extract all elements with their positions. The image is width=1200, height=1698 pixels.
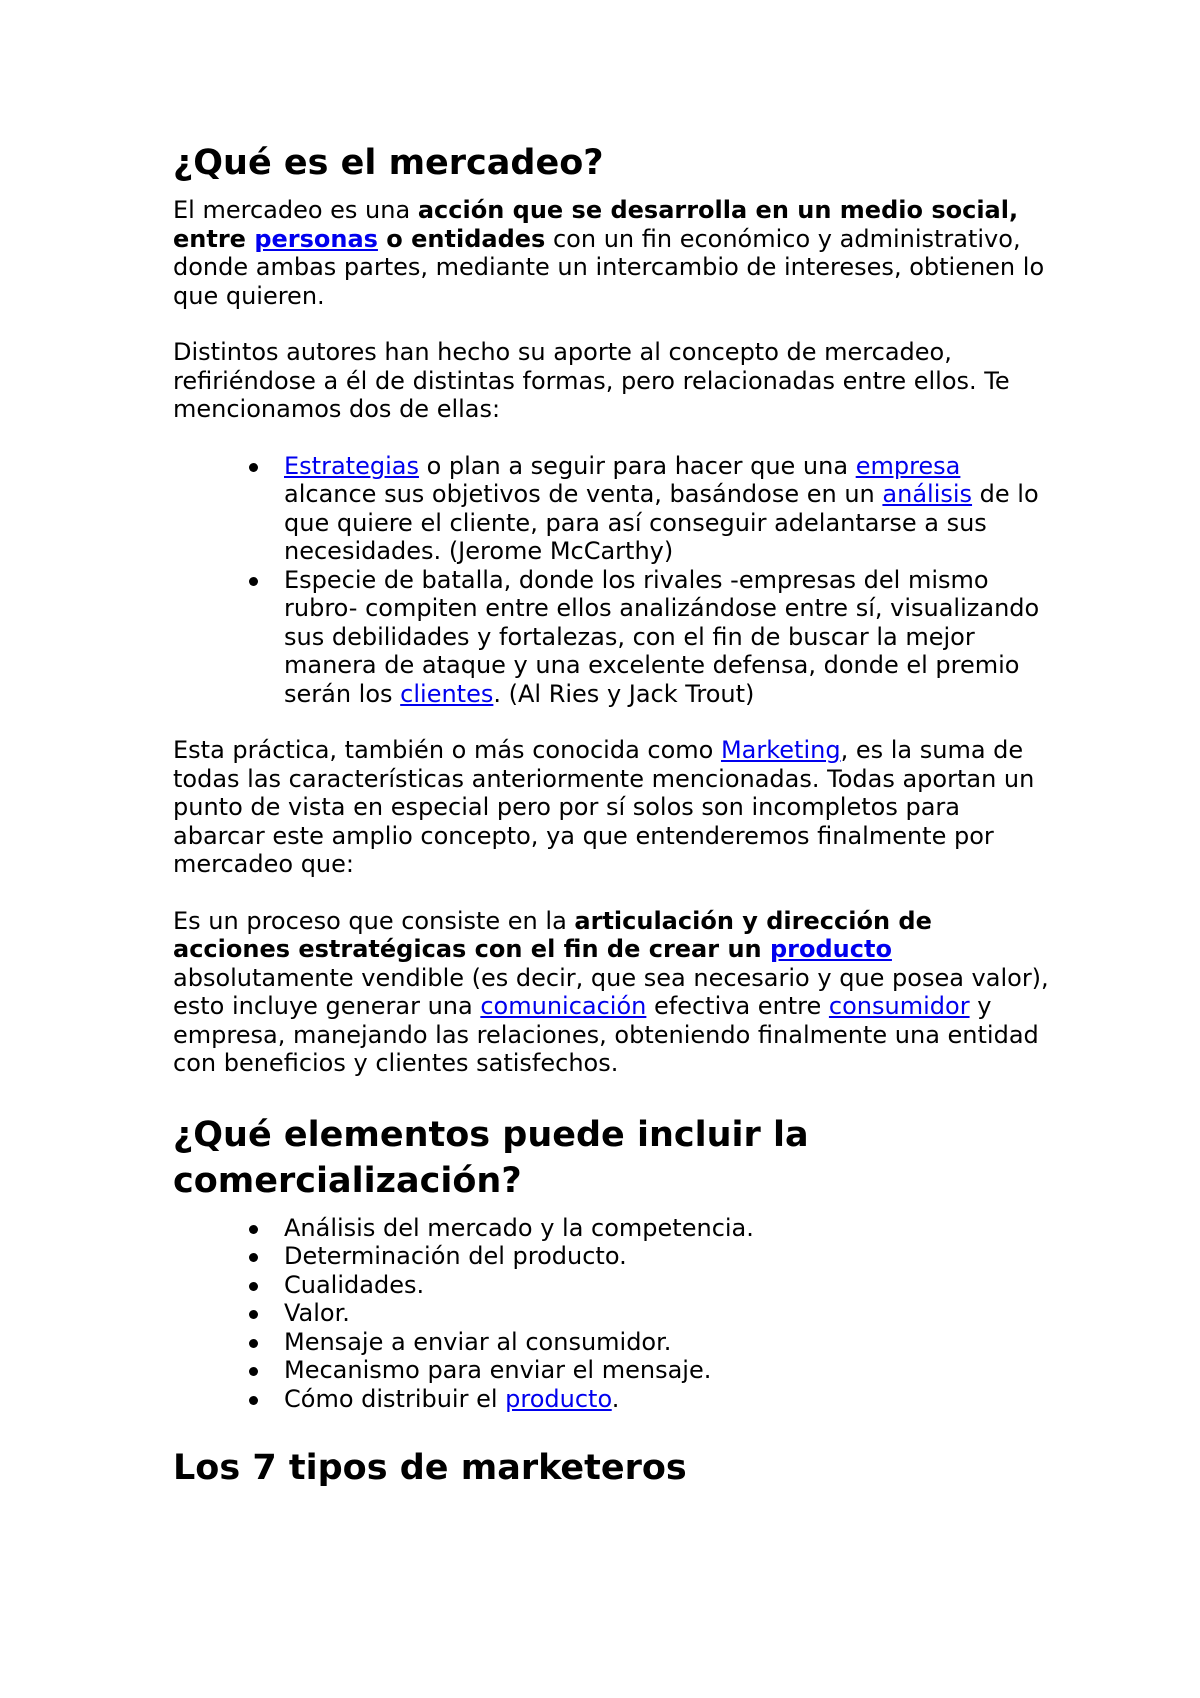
text: . bbox=[611, 1384, 620, 1413]
paragraph-authors: Distintos autores han hecho su aporte al concepto de mercadeo, refiriéndose a él de distintas formas, pero relacionadas entre ellos. Te mencionamos dos de ellas: bbox=[173, 338, 1010, 423]
link-empresa[interactable]: empresa bbox=[855, 451, 961, 480]
list-item bbox=[284, 566, 1053, 709]
bold-text-part: acción que se desarrolla en un medio social, entre bbox=[173, 196, 1019, 253]
text: . (Al Ries y Jack Trout) bbox=[493, 679, 755, 708]
list-item bbox=[284, 1385, 1053, 1414]
definitions-list bbox=[173, 452, 1053, 709]
link-analisis[interactable]: análisis bbox=[882, 480, 973, 508]
text: El mercadeo es una bbox=[173, 196, 418, 224]
bold-text-part: o entidades bbox=[377, 224, 546, 253]
paragraph-definition bbox=[173, 196, 1053, 310]
list-item: Análisis del mercado y la competencia. bbox=[284, 1214, 1053, 1243]
heading-que-es-mercadeo: ¿Qué es el mercadeo? bbox=[173, 143, 604, 183]
paragraph-marketing bbox=[173, 736, 1053, 879]
link-personas[interactable]: personas bbox=[254, 224, 378, 253]
list-item: Cualidades. bbox=[284, 1271, 1053, 1300]
link-estrategias[interactable]: Estrategias bbox=[284, 451, 419, 480]
paragraph-proceso bbox=[173, 907, 1053, 1078]
link-comunicacion[interactable]: comunicación bbox=[480, 992, 647, 1020]
text: efectiva entre bbox=[646, 992, 829, 1020]
list-item bbox=[284, 452, 1053, 566]
link-clientes[interactable]: clientes bbox=[400, 679, 494, 708]
document-page bbox=[173, 140, 1053, 1501]
list-item: Mecanismo para enviar el mensaje. bbox=[284, 1356, 1053, 1385]
text: con un fin económico y administrativo, donde ambas partes, mediante un intercambio de intereses, obtienen lo que quieren. bbox=[173, 224, 1045, 310]
link-producto[interactable]: producto bbox=[769, 935, 892, 963]
link-marketing[interactable]: Marketing bbox=[720, 736, 841, 764]
heading-elementos: ¿Qué elementos puede incluir la comercialización? bbox=[173, 1114, 809, 1201]
text: alcance sus objetivos de venta, basándose en un bbox=[284, 480, 883, 508]
link-producto-2[interactable]: producto bbox=[505, 1384, 612, 1413]
text: Es un proceso que consiste en la bbox=[173, 906, 575, 935]
bold-text-part: articulación y dirección de acciones estratégicas con el fin de crear un bbox=[173, 906, 932, 963]
text: , es la suma de todas las características anteriormente mencionadas. Todas aportan un punto de vista en especial pero por sí solos son incompletos para abarcar este amplio concepto, ya que entenderemos finalmente por mercadeo que: bbox=[173, 736, 1035, 878]
elements-list bbox=[173, 1214, 1053, 1414]
text: o plan a seguir para hacer que una bbox=[418, 451, 856, 480]
list-item: Mensaje a enviar al consumidor. bbox=[284, 1328, 1053, 1357]
text: Esta práctica, también o más conocida como bbox=[173, 736, 721, 764]
heading-tipos-marketeros: Los 7 tipos de marketeros bbox=[173, 1448, 687, 1488]
text: Cómo distribuir el bbox=[284, 1384, 506, 1413]
link-consumidor[interactable]: consumidor bbox=[828, 992, 970, 1020]
list-item: Valor. bbox=[284, 1299, 1053, 1328]
text: de lo que quiere el cliente, para así conseguir adelantarse a sus necesidades. (Jerome McCarthy) bbox=[284, 480, 1039, 565]
text: Especie de batalla, donde los rivales -empresas del mismo rubro- compiten entre ellos analizándose entre sí, visualizando sus debilidades y fortalezas, con el fin de buscar la mejor manera de ataque y una excelente defensa, donde el premio serán los bbox=[284, 565, 1040, 708]
text: y empresa, manejando las relaciones, obteniendo finalmente una entidad con beneficios y clientes satisfechos. bbox=[173, 992, 1039, 1077]
text: absolutamente vendible (es decir, que sea necesario y que posea valor), esto incluye generar una bbox=[173, 963, 1049, 1020]
list-item: Determinación del producto. bbox=[284, 1242, 1053, 1271]
